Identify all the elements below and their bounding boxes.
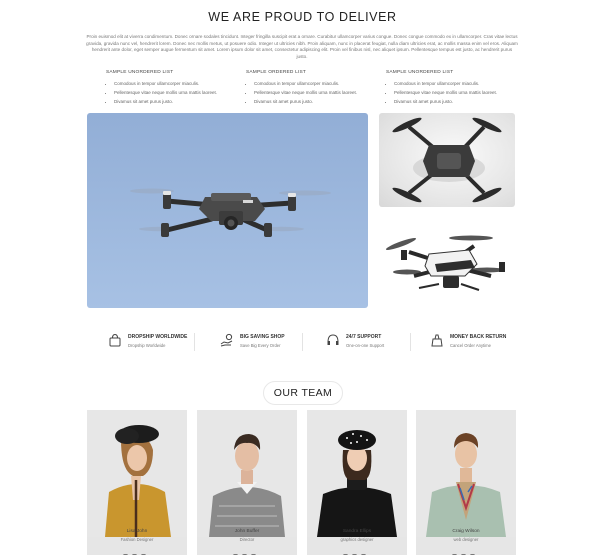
divider bbox=[302, 333, 303, 351]
divider bbox=[194, 333, 195, 351]
list-item: • Pellentesque vitae neque mollis urna mattis laoreet. bbox=[394, 88, 516, 97]
unordered-list bbox=[106, 79, 236, 106]
money-bag-icon bbox=[430, 333, 444, 347]
list-item: • Comodous in tempor ullamcorper miaculis. bbox=[394, 79, 516, 88]
team-card[interactable] bbox=[416, 410, 516, 555]
intro-paragraph: Proin euismod elit at viverra condimentum. Donec ornare sodales tincidunt. Integer fringilla suscipit erat a ornare. Curabitur ullamcorper varius congue. Donec congue commodo ex in ullamcorper. Cras vitae lectus gravida, gravida nunc vel, hendrerit lorem. Donec nec mollis metus, ut posuere odio. Integer ut ultricies nibh. Proin aliquam, nunc in placerat feugiat, nulla diam ultricies erat, ac mollis massa enim vel eros. Aliquam hendrerit ante dolor, eget semper augue fermentum sit amet. Lorem ipsum dolor sit amet, consectetur adipiscing elit. Proin vel finibus nisl, nec aliquet ipsum. Pellentesque tempus est justo, ac hendrerit purus justo. bbox=[86, 34, 518, 59]
team-member-role: Director bbox=[239, 537, 255, 542]
social-links bbox=[452, 546, 480, 552]
list-item: • Divamus sit amet purus justo. bbox=[254, 97, 376, 106]
feature-title: BIG SAVING SHOP bbox=[240, 334, 285, 340]
list-item: • Pellentesque vitae neque mollis urna mattis laoreet. bbox=[254, 88, 376, 97]
team-member-role: Fashion Designer bbox=[120, 537, 154, 542]
headset-icon bbox=[326, 333, 340, 347]
divider bbox=[410, 333, 411, 351]
feature-title: MONEY BACK RETURN bbox=[450, 334, 507, 340]
feature-dropship bbox=[108, 331, 218, 353]
team-member-name: Lisa John bbox=[126, 529, 148, 534]
feature-money-back bbox=[430, 331, 540, 353]
shopping-bag-icon bbox=[108, 333, 122, 347]
list-title: SAMPLE UNORDERED LIST bbox=[106, 70, 174, 75]
team-member-role: graphics designer bbox=[340, 537, 374, 542]
feature-subtitle: One-on-one Support bbox=[346, 343, 385, 348]
team-card[interactable] bbox=[197, 410, 297, 555]
feature-big-saving bbox=[220, 331, 330, 353]
list-title: SAMPLE UNORDERED LIST bbox=[386, 70, 454, 75]
feature-title: DROPSHIP WORLDWIDE bbox=[128, 334, 188, 340]
team-card[interactable] bbox=[307, 410, 407, 555]
list-item: • Comodous in tempor ullamcorper miaculis. bbox=[114, 79, 236, 88]
team-member-name: John Buffer bbox=[234, 529, 260, 534]
list-title: SAMPLE ORDERED LIST bbox=[246, 70, 307, 75]
team-card[interactable] bbox=[87, 410, 187, 555]
team-title: OUR TEAM bbox=[263, 381, 343, 405]
list-column-3 bbox=[386, 70, 516, 106]
unordered-list bbox=[386, 79, 516, 106]
team-member-photo bbox=[197, 410, 297, 537]
list-column-2 bbox=[246, 70, 376, 106]
drone-photo-top bbox=[379, 113, 515, 207]
feature-support bbox=[326, 331, 436, 353]
feature-subtitle: Save Big Every Order bbox=[240, 343, 281, 348]
list-column-1 bbox=[106, 70, 236, 106]
list-item: • Comodous in tempor ullamcorper miaculis. bbox=[254, 79, 376, 88]
team-member-photo bbox=[307, 410, 407, 537]
social-links bbox=[233, 546, 261, 552]
list-item: • Divamus sit amet purus justo. bbox=[394, 97, 516, 106]
social-links bbox=[343, 546, 371, 552]
social-links bbox=[123, 546, 151, 552]
list-item: • Pellentesque vitae neque mollis urna mattis laoreet. bbox=[114, 88, 236, 97]
feature-title: 24/7 SUPPORT bbox=[346, 334, 382, 340]
team-member-role: web designer bbox=[453, 537, 479, 542]
section-title: WE ARE PROUD TO DELIVER bbox=[208, 10, 397, 24]
list-item: • Divamus sit amet purus justo. bbox=[114, 97, 236, 106]
drone-photo-main bbox=[87, 113, 368, 308]
team-member-name: Craig Wilson bbox=[452, 529, 480, 534]
drone-photo-bottom bbox=[379, 224, 515, 308]
feature-subtitle: Cancel Order Anytime bbox=[450, 343, 491, 348]
team-member-photo bbox=[87, 410, 187, 537]
team-member-photo bbox=[416, 410, 516, 537]
feature-subtitle: Dropship Worldwide bbox=[128, 343, 166, 348]
team-member-name: Sandra Ellips bbox=[342, 529, 372, 534]
ordered-list bbox=[246, 79, 376, 106]
hand-coin-icon bbox=[220, 333, 234, 347]
